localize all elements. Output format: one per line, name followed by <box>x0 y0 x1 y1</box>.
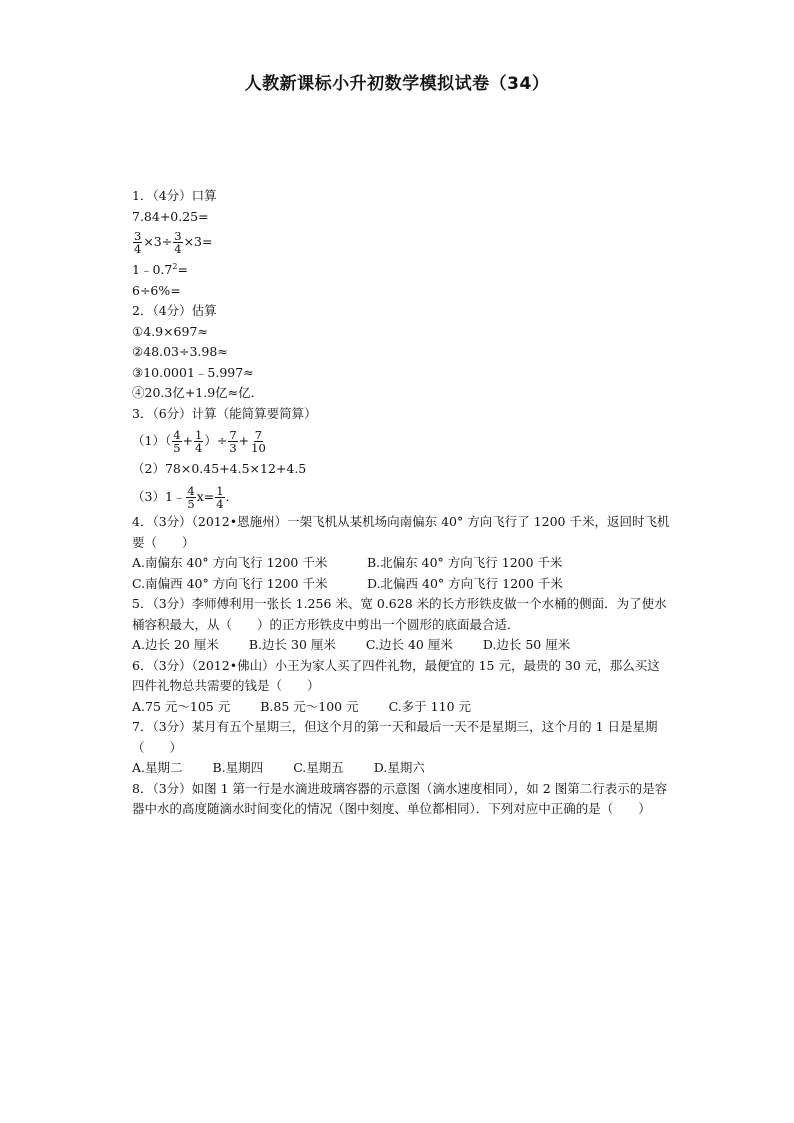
fraction: $\frac{3}{4}$ <box>134 229 142 256</box>
q3-heading: 3．（6分）计算（能简算要简算） <box>132 405 317 421</box>
q4-option-d: D.北偏西 40° 方向飞行 1200 千米 <box>367 575 563 591</box>
fraction: $\frac{7}{10}$ <box>251 428 266 456</box>
q5-option-c: C.边长 40 厘米 <box>365 637 453 653</box>
fraction: $\frac{4}{5}$ <box>187 484 195 512</box>
q8-text: 8．（3分）如图 1 第一行是水滴进玻璃容器的示意图（滴水速度相同），如 2 图第二行表示的是容器中水的高度随滴水时间变化的情况（图中刻度、单位都相同）．下列对应中正确的是（ ） <box>132 780 668 817</box>
q6-option-c: C.多于 110 元 <box>388 698 471 714</box>
q4-option-c: C.南偏西 40° 方向飞行 1200 千米 <box>132 575 328 591</box>
q5-option-d: D.边长 50 厘米 <box>482 637 571 653</box>
fraction: $\frac{4}{5}$ <box>173 428 181 456</box>
q5-options <box>132 635 672 656</box>
q1-heading: 1．（4分）口算 <box>132 188 217 203</box>
q1-item-3: $1﹣0.7^2=$ <box>132 262 188 278</box>
q7-option-a: A.星期二 <box>132 760 183 776</box>
q4-options-row-1 <box>132 553 672 574</box>
q1-item-2: $\frac{3}{4}$ ×3÷ $\frac{3}{4}$ ×3= <box>134 229 213 256</box>
q2-item-4: ④20.3亿+1.9亿≈亿． <box>132 385 264 401</box>
exam-content <box>132 186 672 820</box>
q2-heading: 2．（4分）估算 <box>132 303 217 319</box>
fraction: $\frac{1}{4}$ <box>195 428 203 456</box>
q3-part-3: （3）1﹣ $\frac{4}{5}$ x= $\frac{1}{4}$ ． <box>132 484 239 512</box>
q6-option-b: B.85 元～100 元 <box>260 698 359 714</box>
q7-option-b: B.星期四 <box>212 760 264 776</box>
q6-options <box>132 697 672 718</box>
q1-item-1: 7.84+0.25= <box>132 208 209 224</box>
q1-item-4: 6÷6%= <box>132 282 181 298</box>
fraction: $\frac{3}{4}$ <box>174 229 182 256</box>
q5-option-a: A.边长 20 厘米 <box>132 637 219 653</box>
q4-option-b: B.北偏东 40° 方向飞行 1200 千米 <box>367 555 563 571</box>
fraction: $\frac{7}{3}$ <box>229 428 237 456</box>
q7-options <box>132 758 672 779</box>
q2-item-1: ①4.9×697≈ <box>132 323 208 339</box>
q7-text: 7．（3分）某月有五个星期三，但这个月的第一天和最后一天不是星期三，这个月的 1 日是星期（ ） <box>132 719 658 755</box>
page-title: 人教新课标小升初数学模拟试卷（34） <box>244 74 550 94</box>
q5-text: 5．（3分）李师傅利用一张长 1.256 米、宽 0.628 米的长方形铁皮做一个水桶的侧面．为了使水桶容积最大，从（ ）的正方形铁皮中剪出一个圆形的底面最合适． <box>132 596 667 632</box>
q4-options-row-2 <box>132 574 672 595</box>
q3-part-1: （1）（ $\frac{4}{5}$ + $\frac{1}{4}$ ）÷ $\frac{7}{3}$ + $\frac{7}{10}$ <box>132 428 266 456</box>
q7-option-c: C.星期五 <box>293 760 344 776</box>
q4-option-a: A.南偏东 40° 方向飞行 1200 千米 <box>132 555 328 571</box>
q7-option-d: D.星期六 <box>373 760 425 776</box>
q2-item-3: ③10.0001﹣5.997≈ <box>132 364 254 380</box>
fraction: $\frac{1}{4}$ <box>216 484 224 512</box>
q2-item-2: ②48.03÷3.98≈ <box>132 344 228 360</box>
q4-text: 4．（3分）（2012•恩施州）一架飞机从某机场向南偏东 40° 方向飞行了 1200 千米，返回时飞机要（ ） <box>132 514 670 550</box>
q6-text: 6．（3分）（2012•佛山）小王为家人买了四件礼物，最便宜的 15 元，最贵的 30 元，那么买这四件礼物总共需要的钱是（ ） <box>132 657 660 694</box>
q6-option-a: A.75 元～105 元 <box>132 698 231 714</box>
q5-option-b: B.边长 30 厘米 <box>248 637 336 653</box>
q3-part-2: （2）78×0.45+4.5×12+4.5 <box>132 461 307 477</box>
